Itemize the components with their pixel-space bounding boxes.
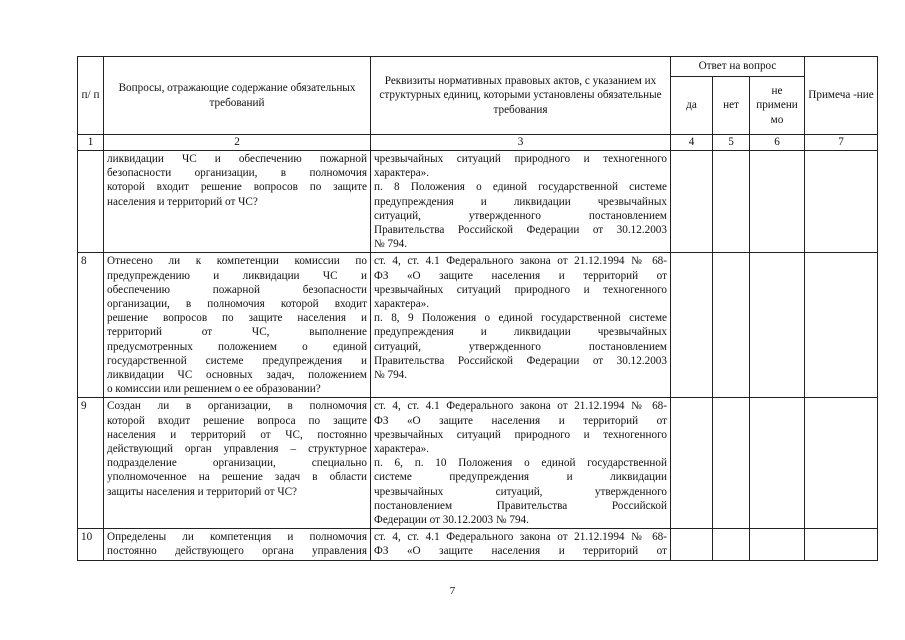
column-number: 5 bbox=[713, 135, 750, 151]
header-questions: Вопросы, отражающие содержание обязательных требований bbox=[104, 57, 371, 135]
question-line: ликвидации ЧС и обеспечению пожарной bbox=[107, 153, 367, 165]
table-row bbox=[78, 151, 878, 253]
question-line: организации, в полномочия которой входит bbox=[107, 298, 367, 311]
answer-no-cell[interactable] bbox=[713, 151, 750, 253]
answer-yes-cell[interactable] bbox=[671, 151, 713, 253]
requisites-cell bbox=[371, 151, 671, 253]
question-line: территорий от ЧС, выполнение bbox=[107, 326, 367, 339]
question-line: Создан ли в организации, в полномочия bbox=[107, 400, 367, 413]
answer-yes-cell[interactable] bbox=[671, 253, 713, 398]
requisite-line: ситуаций, утвержденного постановлением bbox=[374, 209, 667, 222]
requisite-line: ситуаций, утвержденного постановлением bbox=[374, 340, 667, 353]
header-num: п/ п bbox=[78, 57, 104, 135]
question-line: населения и территорий от ЧС? bbox=[107, 195, 258, 208]
requisite-line: чрезвычайных ситуаций природного и техногенного bbox=[374, 428, 667, 441]
header-answer-group: Ответ на вопрос bbox=[671, 57, 805, 77]
question-line: предупреждению и ликвидации ЧС и bbox=[107, 269, 367, 282]
note-cell[interactable] bbox=[805, 151, 878, 253]
question-line: Отнесено ли к компетенции комиссии по bbox=[107, 255, 367, 268]
question-cell bbox=[104, 398, 371, 529]
answer-na-cell[interactable] bbox=[750, 398, 805, 529]
question-line: безопасности организации, в полномочия bbox=[107, 167, 367, 180]
column-number: 7 bbox=[805, 135, 878, 151]
header-requisites: Реквизиты нормативных правовых актов, с указанием их структурных единиц, которыми установлены обязательные требования bbox=[371, 57, 671, 135]
question-line: которой входит решение вопросов по защите bbox=[107, 181, 367, 194]
column-numbers-row bbox=[78, 135, 878, 151]
header-note: Примеча -ние bbox=[805, 57, 878, 135]
answer-na-cell[interactable] bbox=[750, 529, 805, 560]
header-yes: да bbox=[671, 77, 713, 135]
table-row bbox=[78, 253, 878, 398]
row-number: 8 bbox=[78, 253, 104, 398]
question-cell bbox=[104, 253, 371, 398]
question-line: защиты населения и территорий от ЧС? bbox=[107, 485, 298, 498]
answer-na-cell[interactable] bbox=[750, 253, 805, 398]
requisite-line: ФЗ «О защите населения и территорий от bbox=[374, 269, 667, 282]
question-line: ликвидации ЧС основных задач, положением bbox=[107, 369, 367, 382]
requisite-line: ст. 4, ст. 4.1 Федерального закона от 21.12.1994 № 68- bbox=[374, 531, 667, 544]
question-line: действующий орган управления – структурное bbox=[107, 443, 367, 456]
question-line: постоянно действующего органа управления bbox=[107, 545, 367, 558]
requisite-line: Правительства Российской Федерации от 30.12.2003 bbox=[374, 224, 667, 237]
requisites-cell bbox=[371, 529, 671, 560]
column-number: 2 bbox=[104, 135, 371, 151]
column-number: 4 bbox=[671, 135, 713, 151]
question-line: Определены ли компетенция и полномочия bbox=[107, 531, 367, 544]
note-cell[interactable] bbox=[805, 398, 878, 529]
requisite-line: ФЗ «О защите населения и территорий от bbox=[374, 545, 667, 558]
question-line: решение вопросов по защите населения и bbox=[107, 312, 367, 325]
requisite-line: № 794. bbox=[374, 238, 408, 251]
question-line: о комиссии или решением о ее образовании? bbox=[107, 383, 321, 396]
requisite-line: п. 6, п. 10 Положения о единой государственной bbox=[374, 457, 667, 470]
header-no: нет bbox=[713, 77, 750, 135]
note-cell[interactable] bbox=[805, 253, 878, 398]
header-not-applicable: не примени мо bbox=[750, 77, 805, 135]
column-number: 3 bbox=[371, 135, 671, 151]
question-cell bbox=[104, 529, 371, 560]
requisite-line: п. 8 Положения о единой государственной системе bbox=[374, 181, 667, 194]
requisite-line: характера». bbox=[374, 167, 430, 180]
question-line: населения и территорий от ЧС, постоянно bbox=[107, 428, 367, 441]
requisite-line: Правительства Российской Федерации от 30.12.2003 bbox=[374, 354, 667, 367]
answer-na-cell[interactable] bbox=[750, 151, 805, 253]
requisite-line: постановлением Правительства Российской bbox=[374, 499, 667, 512]
checklist-table bbox=[77, 56, 878, 561]
question-line: уполномоченное на решение задач в области bbox=[107, 471, 367, 484]
requisite-line: п. 8, 9 Положения о единой государственной системе bbox=[374, 312, 667, 325]
requisite-line: чрезвычайных ситуаций природного и техногенного bbox=[374, 283, 667, 296]
question-cell bbox=[104, 151, 371, 253]
answer-no-cell[interactable] bbox=[713, 253, 750, 398]
row-number: 10 bbox=[78, 529, 104, 560]
requisites-cell bbox=[371, 253, 671, 398]
requisite-line: ст. 4, ст. 4.1 Федерального закона от 21.12.1994 № 68- bbox=[374, 255, 667, 268]
question-line: государственной системе предупреждения и bbox=[107, 354, 367, 367]
answer-yes-cell[interactable] bbox=[671, 398, 713, 529]
question-line: обеспечению пожарной безопасности bbox=[107, 283, 367, 296]
requisite-line: № 794. bbox=[374, 369, 408, 382]
requisite-line: предупреждения и ликвидации чрезвычайных bbox=[374, 195, 667, 208]
requisite-line: системе предупреждения и ликвидации bbox=[374, 471, 667, 484]
requisite-line: чрезвычайных ситуаций, утвержденного bbox=[374, 485, 667, 498]
note-cell[interactable] bbox=[805, 529, 878, 560]
question-line: подразделение организации, специально bbox=[107, 457, 367, 470]
page-number: 7 bbox=[449, 585, 456, 597]
requisite-line: характера». bbox=[374, 298, 430, 311]
requisite-line: ФЗ «О защите населения и территорий от bbox=[374, 414, 667, 427]
requisite-line: предупреждения и ликвидации чрезвычайных bbox=[374, 326, 667, 339]
column-number: 1 bbox=[78, 135, 104, 151]
table-header bbox=[78, 57, 878, 135]
answer-no-cell[interactable] bbox=[713, 398, 750, 529]
question-line: которой входит решение вопроса по защите bbox=[107, 414, 367, 427]
row-number bbox=[78, 151, 104, 253]
requisites-cell bbox=[371, 398, 671, 529]
row-number: 9 bbox=[78, 398, 104, 529]
table-row bbox=[78, 398, 878, 529]
answer-yes-cell[interactable] bbox=[671, 529, 713, 560]
requisite-line: чрезвычайных ситуаций природного и техногенного bbox=[374, 153, 667, 165]
requisite-line: характера». bbox=[374, 443, 430, 456]
column-number: 6 bbox=[750, 135, 805, 151]
question-line: предусмотренных положением о единой bbox=[107, 340, 367, 353]
table-row bbox=[78, 529, 878, 560]
answer-no-cell[interactable] bbox=[713, 529, 750, 560]
requisite-line: ст. 4, ст. 4.1 Федерального закона от 21.12.1994 № 68- bbox=[374, 400, 667, 413]
requisite-line: Федерации от 30.12.2003 № 794. bbox=[374, 514, 529, 527]
